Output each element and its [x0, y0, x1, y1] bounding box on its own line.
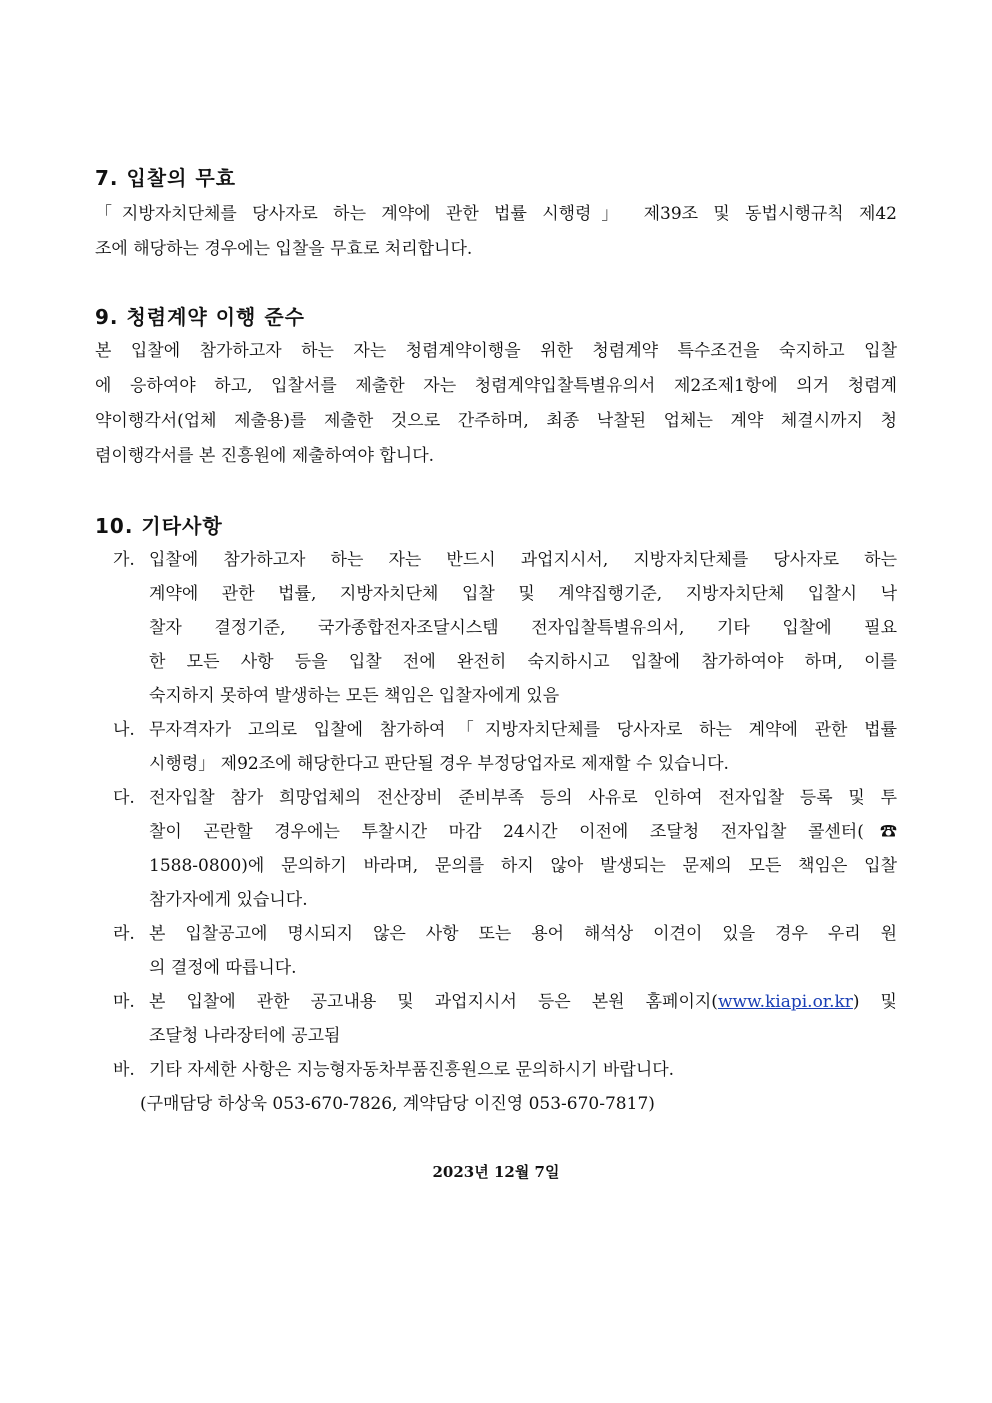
list-item-ra [113, 917, 897, 985]
list-item-da [113, 781, 897, 917]
list-item-marker: 마. [113, 992, 135, 1012]
homepage-link[interactable]: www.kiapi.or.kr [717, 992, 853, 1012]
section-9-line: 본 입찰에 참가하고자 하는 자는 청렴계약이행을 위한 청렴계약 특수조건을 숙지하고 입찰 [95, 341, 897, 361]
section-9-line: 에 응하여야 하고, 입찰서를 제출한 자는 청렴계약입찰특별유의서 제2조제1항에 의거 청렴계 [95, 376, 897, 396]
list-item-line: 참가자에게 있습니다. [149, 890, 308, 910]
list-item-line [149, 985, 897, 1019]
list-item-line: 본 입찰공고에 명시되지 않은 사항 또는 용어 해석상 이견이 있을 경우 우리 원 [149, 924, 897, 944]
list-item-line: 1588-0800)에 문의하기 바라며, 문의를 하지 않아 발생되는 문제의 모든 책임은 입찰 [149, 856, 897, 876]
list-item-marker: 가. [113, 550, 135, 570]
contact-info: (구매담당 하상욱 053-670-7826, 계약담당 이진영 053-670-7817) [140, 1094, 655, 1114]
list-item-text: ) 및 [852, 992, 897, 1012]
section-10-heading: 10. 기타사항 [95, 514, 223, 538]
list-item-na [113, 713, 897, 781]
list-item-line: 전자입찰 참가 희망업체의 전산장비 준비부족 등의 사유로 인하여 전자입찰 등록 및 투 [149, 788, 897, 808]
list-item-marker: 라. [113, 924, 135, 944]
section-9-line: 약이행각서(업체 제출용)를 제출한 것으로 간주하며, 최종 낙찰된 업체는 계약 체결시까지 청 [95, 411, 897, 431]
list-item-line: 입찰에 참가하고자 하는 자는 반드시 과업지시서, 지방자치단체를 당사자로 하는 [149, 550, 897, 570]
list-item-line: 숙지하지 못하여 발생하는 모든 책임은 입찰자에게 있음 [149, 686, 560, 706]
section-9-heading: 9. 청렴계약 이행 준수 [95, 305, 305, 329]
list-item-marker: 바. [113, 1060, 135, 1080]
list-item-line: 한 모든 사항 등을 입찰 전에 완전히 숙지하시고 입찰에 참가하여야 하며, 이를 [149, 652, 897, 672]
list-item-line: 의 결정에 따릅니다. [149, 958, 297, 978]
section-9-body [95, 334, 897, 474]
section-9-line: 렴이행각서를 본 진흥원에 제출하여야 합니다. [95, 446, 435, 466]
list-item-line: 시행령」 제92조에 해당한다고 판단될 경우 부정당업자로 제재할 수 있습니다. [149, 754, 729, 774]
list-item-marker: 다. [113, 788, 135, 808]
section-7-line: 「지방자치단체를 당사자로 하는 계약에 관한 법률 시행령」 제39조 및 동법시행규칙 제42 [95, 204, 897, 224]
list-item-line: 찰이 곤란할 경우에는 투찰시간 마감 24시간 이전에 조달청 전자입찰 콜센터(☎ [149, 822, 897, 842]
list-item-marker: 나. [113, 720, 135, 740]
list-item-ga [113, 543, 897, 713]
list-item-text: 본 입찰에 관한 공고내용 및 과업지시서 등은 본원 홈페이지( [149, 992, 718, 1012]
section-7-body [95, 197, 897, 267]
list-item-line: 조달청 나라장터에 공고됨 [149, 1026, 341, 1046]
list-item-line: 찰자 결정기준, 국가종합전자조달시스템 전자입찰특별유의서, 기타 입찰에 필요 [149, 618, 897, 638]
list-item-line: 무자격자가 고의로 입찰에 참가하여「지방자치단체를 당사자로 하는 계약에 관한 법률 [149, 720, 897, 740]
list-item-line: 기타 자세한 사항은 지능형자동차부품진흥원으로 문의하시기 바랍니다. [149, 1060, 675, 1080]
section-7-line: 조에 해당하는 경우에는 입찰을 무효로 처리합니다. [95, 239, 473, 259]
document-date: 2023년 12월 7일 [432, 1163, 560, 1181]
section-7-heading: 7. 입찰의 무효 [95, 166, 237, 190]
list-item-ba [113, 1053, 897, 1087]
list-item-line: 계약에 관한 법률, 지방자치단체 입찰 및 계약집행기준, 지방자치단체 입찰시 낙 [149, 584, 897, 604]
list-item-ma [113, 985, 897, 1053]
